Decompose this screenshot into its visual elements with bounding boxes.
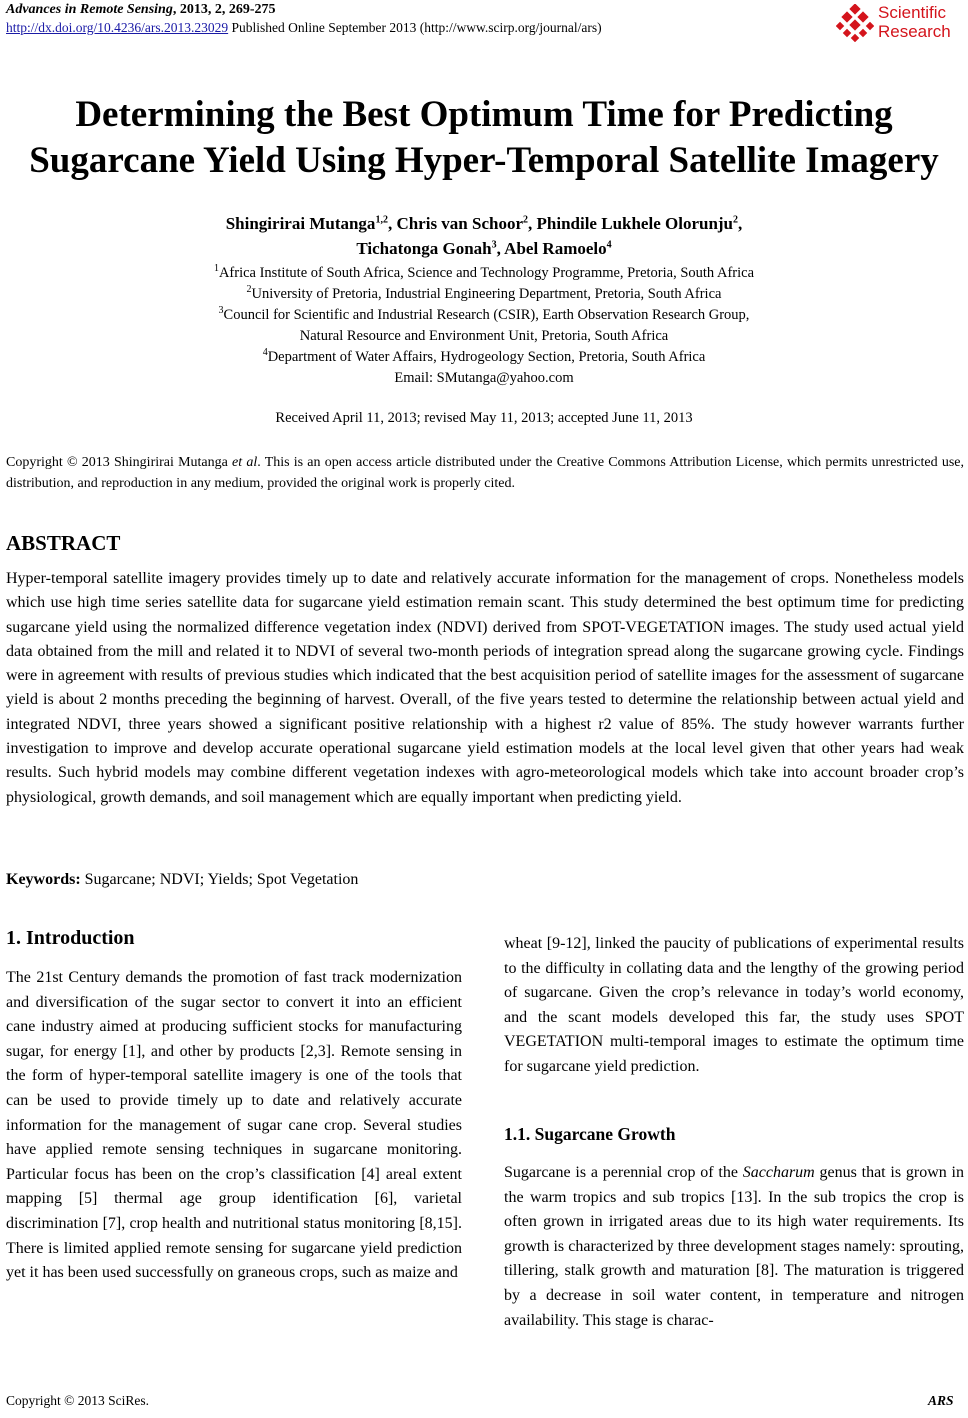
affiliations (0, 263, 968, 389)
abstract-text: Hyper-temporal satellite imagery provides timely up to date and relatively accurate information for the management of crops. Nonetheless models which use high time series satellite data for sugarcane yield estimation remain scant. This study determined the best optimum time for predicting sugarcane yield using the normalized difference vegetation index (NDVI) derived from SPOT-VEGETATION images. The study used actual yield data obtained from the mill and related it to NDVI of several two-month periods of integration spread along the sugarcane growing cycle. Findings were in agreement with results of previous studies which indicated that the best acquisition period of satellite images for the assessment of sugarcane yield is about 2 months preceding the beginning of harvest. Overall, of the five years tested to determine the relationship between actual yield and integrated NDVI, three years showed a significant positive relationship with a highest r2 value of 85%. The study however warrants further investigation to improve and develop accurate operational sugarcane yield estimation models at the local level given that other years had weak results. Such hybrid models may combine different vegetation indexes with agro-meteorological models which take into account broader crop’s physiological, growth demands, and soil management which are equally important when predicting yield. (6, 570, 964, 806)
keywords (6, 871, 358, 889)
footer-copyright: Copyright © 2013 SciRes. (6, 1393, 150, 1408)
doi-line (6, 20, 602, 36)
growth-text-pre: Sugarcane is a perennial crop of the (504, 1164, 743, 1181)
author-name: Tichatonga Gonah (356, 239, 492, 258)
genus-name: Saccharum (742, 1164, 815, 1181)
affiliation-sup: 1 (213, 263, 219, 275)
author-name: , Phindile Lukhele Olorunju (528, 214, 734, 233)
title-line-1: Determining the Best Optimum Time for Predicting (75, 94, 893, 135)
author-name: , Chris van Schoor (387, 214, 524, 233)
author-affil-sup: 4 (606, 239, 612, 251)
affiliation-text: Africa Institute of South Africa, Science and Technology Programme, Pretoria, South Africa (218, 265, 755, 281)
author-separator: , (738, 214, 743, 233)
paper-title (0, 92, 968, 184)
copyright-pre: Copyright © 2013 Shingirirai Mutanga (6, 455, 233, 470)
author-list (0, 211, 968, 261)
authors-line-1 (0, 211, 968, 236)
copyright-etal: et al (232, 455, 258, 470)
journal-header (6, 2, 276, 18)
affiliation-sup: 4 (262, 347, 268, 359)
author-affil-sup: 2 (523, 214, 529, 226)
affiliation-sup: 3 (218, 305, 224, 317)
copyright-notice (6, 452, 964, 494)
affiliation-text: Department of Water Affairs, Hydrogeology Section, Pretoria, South Africa (267, 349, 706, 365)
abstract-heading: ABSTRACT (6, 531, 121, 555)
section-heading-introduction: 1. Introduction (6, 927, 135, 949)
published-online: Published Online September 2013 (http://www.scirp.org/journal/ars) (228, 20, 602, 35)
email-line (0, 368, 968, 389)
intro-left-column: The 21st Century demands the promotion of fast track modernization and diversification of the sugar sector to convert it into an efficient cane industry aimed at producing sufficient stocks for manufacturing sugar, for energy [1], and other by products [2,3]. Remote sensing in the form of hyper-temporal satellite imagery is one of the tools that can be used to provide timely up to date and relatively accurate information for the management of sugar cane crop. Several studies have applied remote sensing techniques in sugarcane monitoring. Particular focus has been on the crop’s classification [4] areal extent mapping [5] thermal age group identification [6], varietal discrimination [7], crop health and nutritional status monitoring [8,15]. There is limited applied remote sensing for sugarcane yield prediction yet it has been used successfully on graneous crops, such as maize and (6, 969, 462, 1282)
affiliation-line (0, 305, 968, 326)
contact-email: Email: SMutanga@yahoo.com (394, 370, 574, 386)
affiliation-text: Council for Scientific and Industrial Research (CSIR), Earth Observation Research Group, (223, 307, 750, 323)
authors-line-2 (0, 236, 968, 261)
keywords-label: Keywords: (6, 871, 81, 888)
journal-volume: , 2013, 2, 269-275 (172, 2, 276, 17)
affiliation-line (0, 284, 968, 305)
author-name: , Abel Ramoelo (496, 239, 607, 258)
logo-mark-icon (836, 4, 874, 42)
affiliation-sup: 2 (246, 284, 252, 296)
title-line-2: Sugarcane Yield Using Hyper-Temporal Satellite Imagery (29, 140, 939, 181)
keywords-text: Sugarcane; NDVI; Yields; Spot Vegetation (80, 871, 359, 888)
doi-link[interactable]: http://dx.doi.org/10.4236/ars.2013.23029 (6, 20, 229, 35)
affiliation-line (0, 347, 968, 368)
affiliation-line (0, 263, 968, 284)
intro-right-column: wheat [9-12], linked the paucity of publications of experimental results to the difficulty in collating data and the lengthy of the growing period of sugarcane. Given the crop’s relevance in today’s world economy, and the scant models developed this far, the study uses SPOT VEGETATION multi-temporal images to estimate the optimum time for sugarcane yield prediction. (504, 935, 964, 1075)
author-affil-sup: 2 (733, 214, 739, 226)
received-dates: Received April 11, 2013; revised May 11, 2013; accepted June 11, 2013 (275, 410, 693, 426)
affiliation-line (0, 326, 968, 347)
sugarcane-growth-text (504, 1161, 964, 1333)
affiliation-text: University of Pretoria, Industrial Engineering Department, Pretoria, South Africa (251, 286, 722, 302)
author-name: Shingirirai Mutanga (225, 214, 376, 233)
section-heading-sugarcane-growth: 1.1. Sugarcane Growth (504, 1124, 676, 1144)
copyright-post: . This is an open access article distributed under the Creative Commons Attribution License, which permits unrestricted use, distribution, and reproduction in any medium, provided the original work is properly cited. (6, 455, 964, 491)
logo-text (878, 3, 951, 41)
author-affil-sup: 1,2 (375, 214, 388, 226)
growth-text-post: genus that is grown in the warm tropics and sub tropics [13]. In the sub tropics the crop is often grown in irrigated areas due to its high water requirements. Its growth is characterized by three development stages namely: sprouting, tillering, stalk growth and maturation [8]. The maturation is triggered by a decrease in soil water content, in temperature and nitrogen availability. This stage is charac- (504, 1164, 964, 1329)
logo-line-2: Research (878, 22, 951, 41)
author-affil-sup: 3 (491, 239, 497, 251)
affiliation-text: Natural Resource and Environment Unit, Pretoria, South Africa (299, 328, 669, 344)
journal-name: Advances in Remote Sensing (6, 2, 173, 17)
footer-journal-abbrev: ARS (928, 1393, 954, 1408)
logo-line-1: Scientific (878, 3, 947, 22)
scientific-research-logo (836, 3, 966, 43)
